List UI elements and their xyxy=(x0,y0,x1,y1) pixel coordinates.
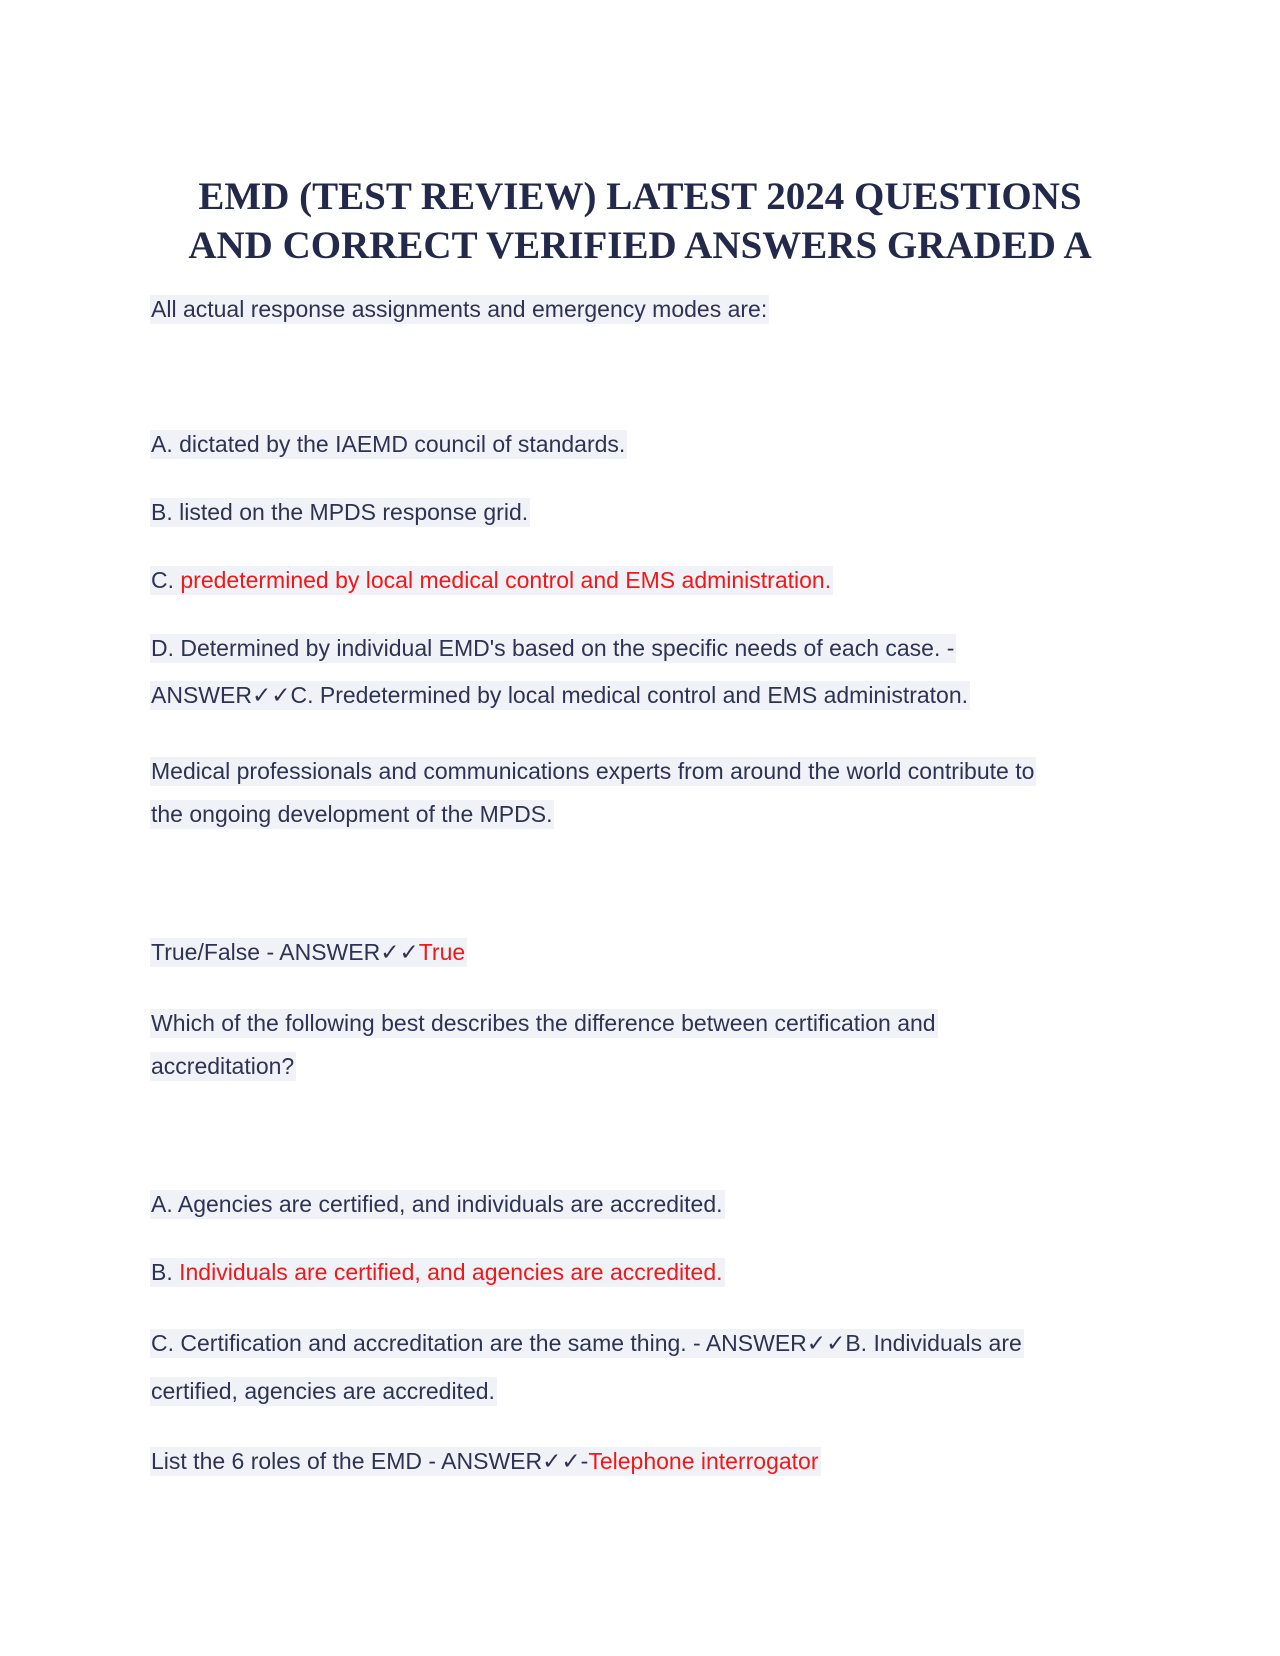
q4-prompt xyxy=(150,1446,821,1476)
document-title xyxy=(120,172,1160,270)
q3-option-a: A. Agencies are certified, and individuals are accredited. xyxy=(151,1191,723,1217)
q1-prompt: All actual response assignments and emergency modes are: xyxy=(151,296,768,322)
q3-option-c-line-1: C. Certification and accreditation are the same thing. - ANSWER✓✓B. Individuals are xyxy=(151,1330,1022,1356)
q1-option-c-correct-answer: predetermined by local medical control and EMS administration. xyxy=(180,567,832,593)
q3-prompt-line-2: accreditation? xyxy=(151,1053,295,1079)
q1-option-c xyxy=(150,565,833,595)
q2-prompt-line-2: the ongoing development of the MPDS. xyxy=(151,801,553,827)
q3-option-b-prefix: B. xyxy=(151,1259,180,1285)
q1-option-c-prefix: C. xyxy=(151,567,181,593)
q3-option-c-line-2: certified, agencies are accredited. xyxy=(151,1378,495,1404)
q4-prompt-prefix: List the 6 roles of the EMD - ANSWER✓✓- xyxy=(151,1448,589,1474)
title-line-2: AND CORRECT VERIFIED ANSWERS GRADED A xyxy=(188,224,1092,267)
q4-correct-answer: Telephone interrogator xyxy=(588,1448,819,1474)
title-line-1: EMD (TEST REVIEW) LATEST 2024 QUESTIONS xyxy=(198,175,1082,218)
q1-option-d-line-2: ANSWER✓✓C. Predetermined by local medical control and EMS administraton. xyxy=(151,682,969,708)
q3-option-b xyxy=(150,1257,725,1287)
q2-answer-prefix: True/False - ANSWER✓✓ xyxy=(151,939,419,965)
q2-answer xyxy=(150,937,467,967)
q1-option-a: A. dictated by the IAEMD council of standards. xyxy=(151,431,626,457)
q3-prompt-line-1: Which of the following best describes the difference between certification and xyxy=(151,1010,936,1036)
q2-correct-answer: True xyxy=(418,939,466,965)
q1-option-b: B. listed on the MPDS response grid. xyxy=(151,499,529,525)
q3-option-b-correct-answer: Individuals are certified, and agencies are accredited. xyxy=(179,1259,723,1285)
q2-prompt-line-1: Medical professionals and communications experts from around the world contribute to xyxy=(151,758,1035,784)
q1-option-d-line-1: D. Determined by individual EMD's based on the specific needs of each case. - xyxy=(151,635,955,661)
